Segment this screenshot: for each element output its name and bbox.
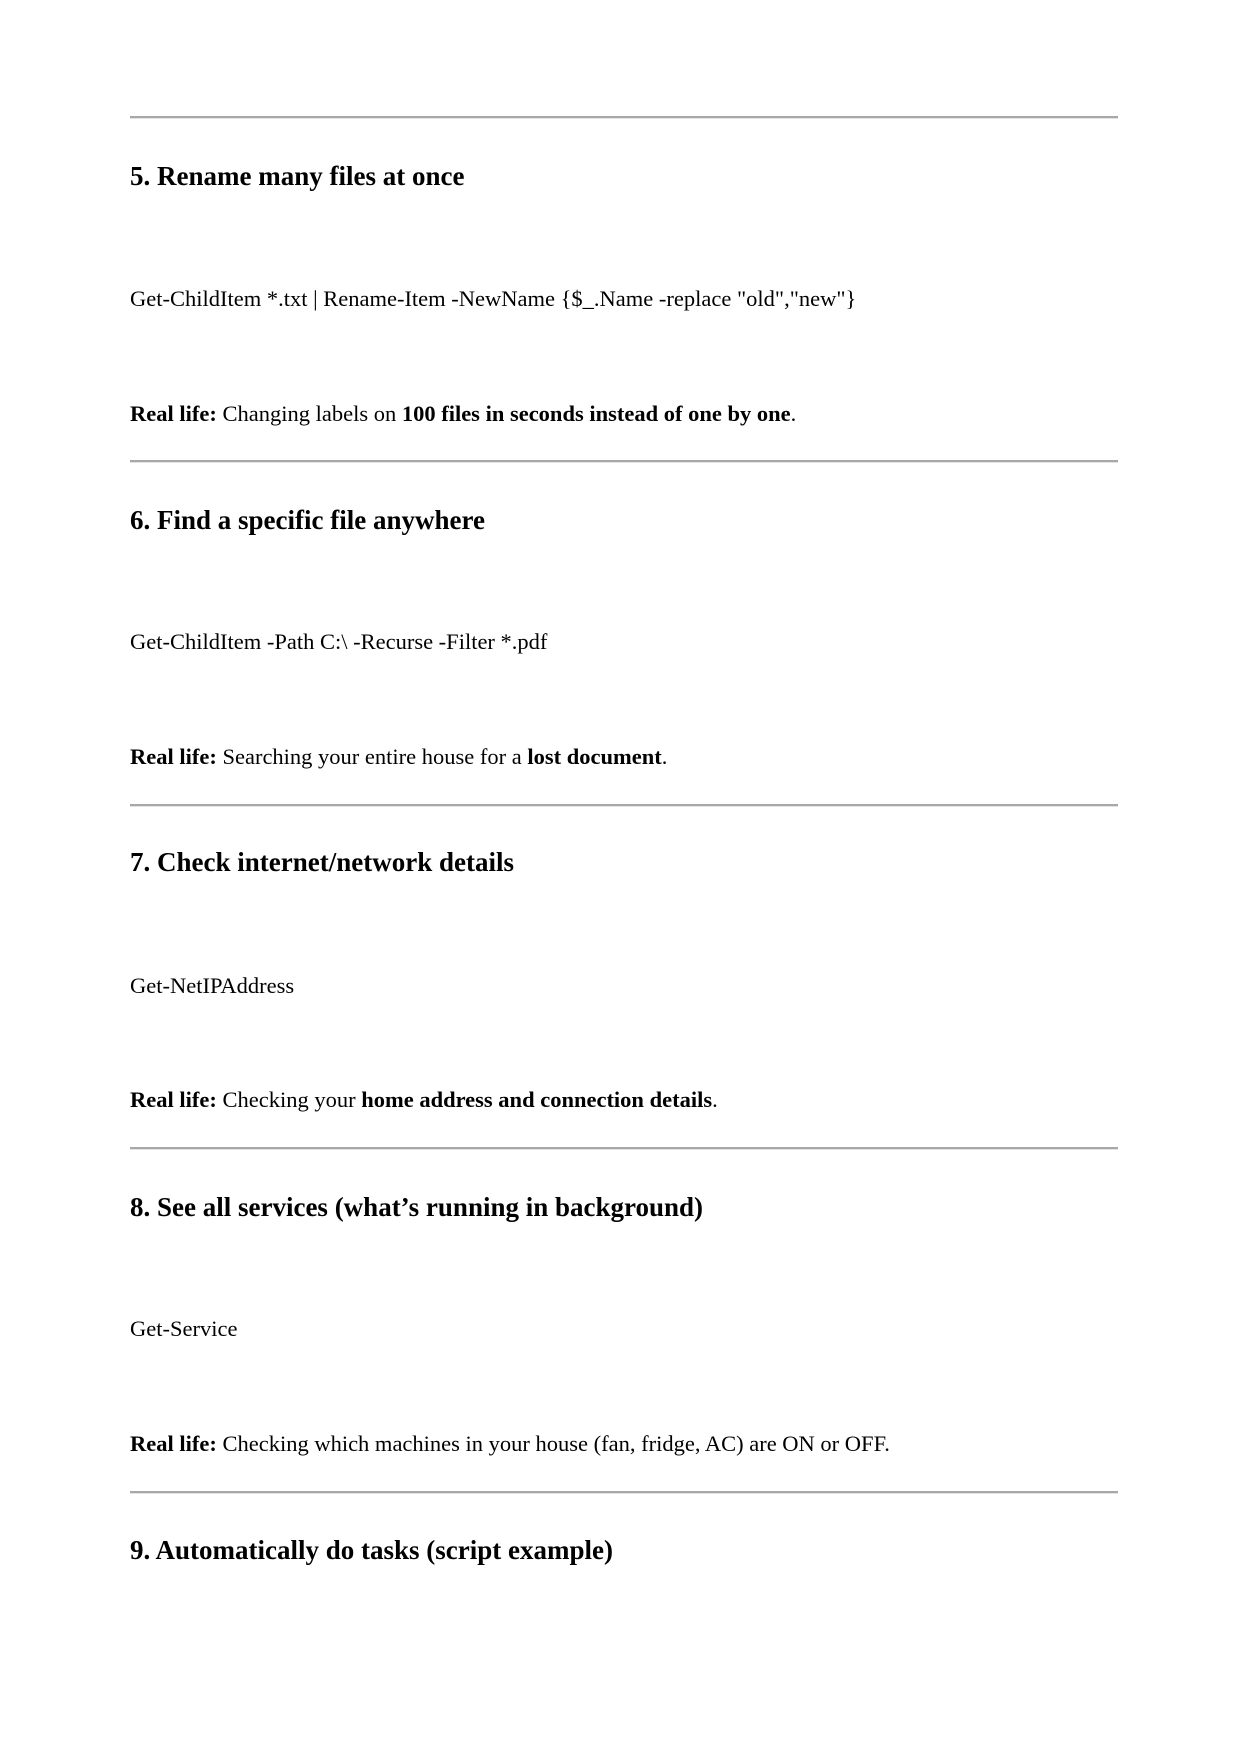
- code-line: Get-ChildItem -Path C:\ -Recurse -Filter *.pdf: [130, 629, 548, 654]
- real-life-label: Real life:: [130, 744, 217, 769]
- section-heading: 9. Automatically do tasks (script example): [130, 1535, 613, 1565]
- real-life-label: Real life:: [130, 1087, 217, 1112]
- real-life-note: [130, 1086, 718, 1114]
- real-life-label: Real life:: [130, 1431, 217, 1456]
- section-heading: 8. See all services (what’s running in background): [130, 1192, 704, 1222]
- real-life-note: [130, 1430, 890, 1458]
- section-heading: 7. Check internet/network details: [130, 847, 514, 877]
- real-life-note: [130, 743, 667, 771]
- real-life-emphasis: 100 files in seconds instead of one by one: [401, 401, 791, 426]
- code-line: Get-NetIPAddress: [130, 973, 295, 998]
- real-life-label: Real life:: [130, 401, 217, 426]
- horizontal-rule: [130, 460, 1118, 462]
- real-life-text: Searching your entire house for a: [216, 744, 528, 769]
- real-life-text-end: .: [661, 744, 668, 769]
- section-heading: 6. Find a specific file anywhere: [130, 505, 485, 535]
- code-line: Get-ChildItem *.txt | Rename-Item -NewName {$_.Name -replace "old","new"}: [130, 286, 857, 311]
- real-life-text-end: .: [790, 401, 797, 426]
- real-life-emphasis: home address and connection details: [361, 1087, 713, 1112]
- section-heading: 5. Rename many files at once: [130, 161, 465, 191]
- horizontal-rule: [130, 1491, 1118, 1493]
- code-line: Get-Service: [130, 1316, 238, 1341]
- real-life-note: [130, 400, 796, 428]
- real-life-text-end: .: [712, 1087, 718, 1112]
- real-life-text: Checking your: [216, 1087, 362, 1112]
- real-life-emphasis: lost document: [527, 744, 662, 769]
- real-life-text: Changing labels on: [216, 401, 402, 426]
- horizontal-rule: [130, 1147, 1118, 1149]
- horizontal-rule: [130, 116, 1118, 118]
- real-life-text: Checking which machines in your house (fan, fridge, AC) are ON or OFF.: [216, 1431, 890, 1456]
- horizontal-rule: [130, 804, 1118, 806]
